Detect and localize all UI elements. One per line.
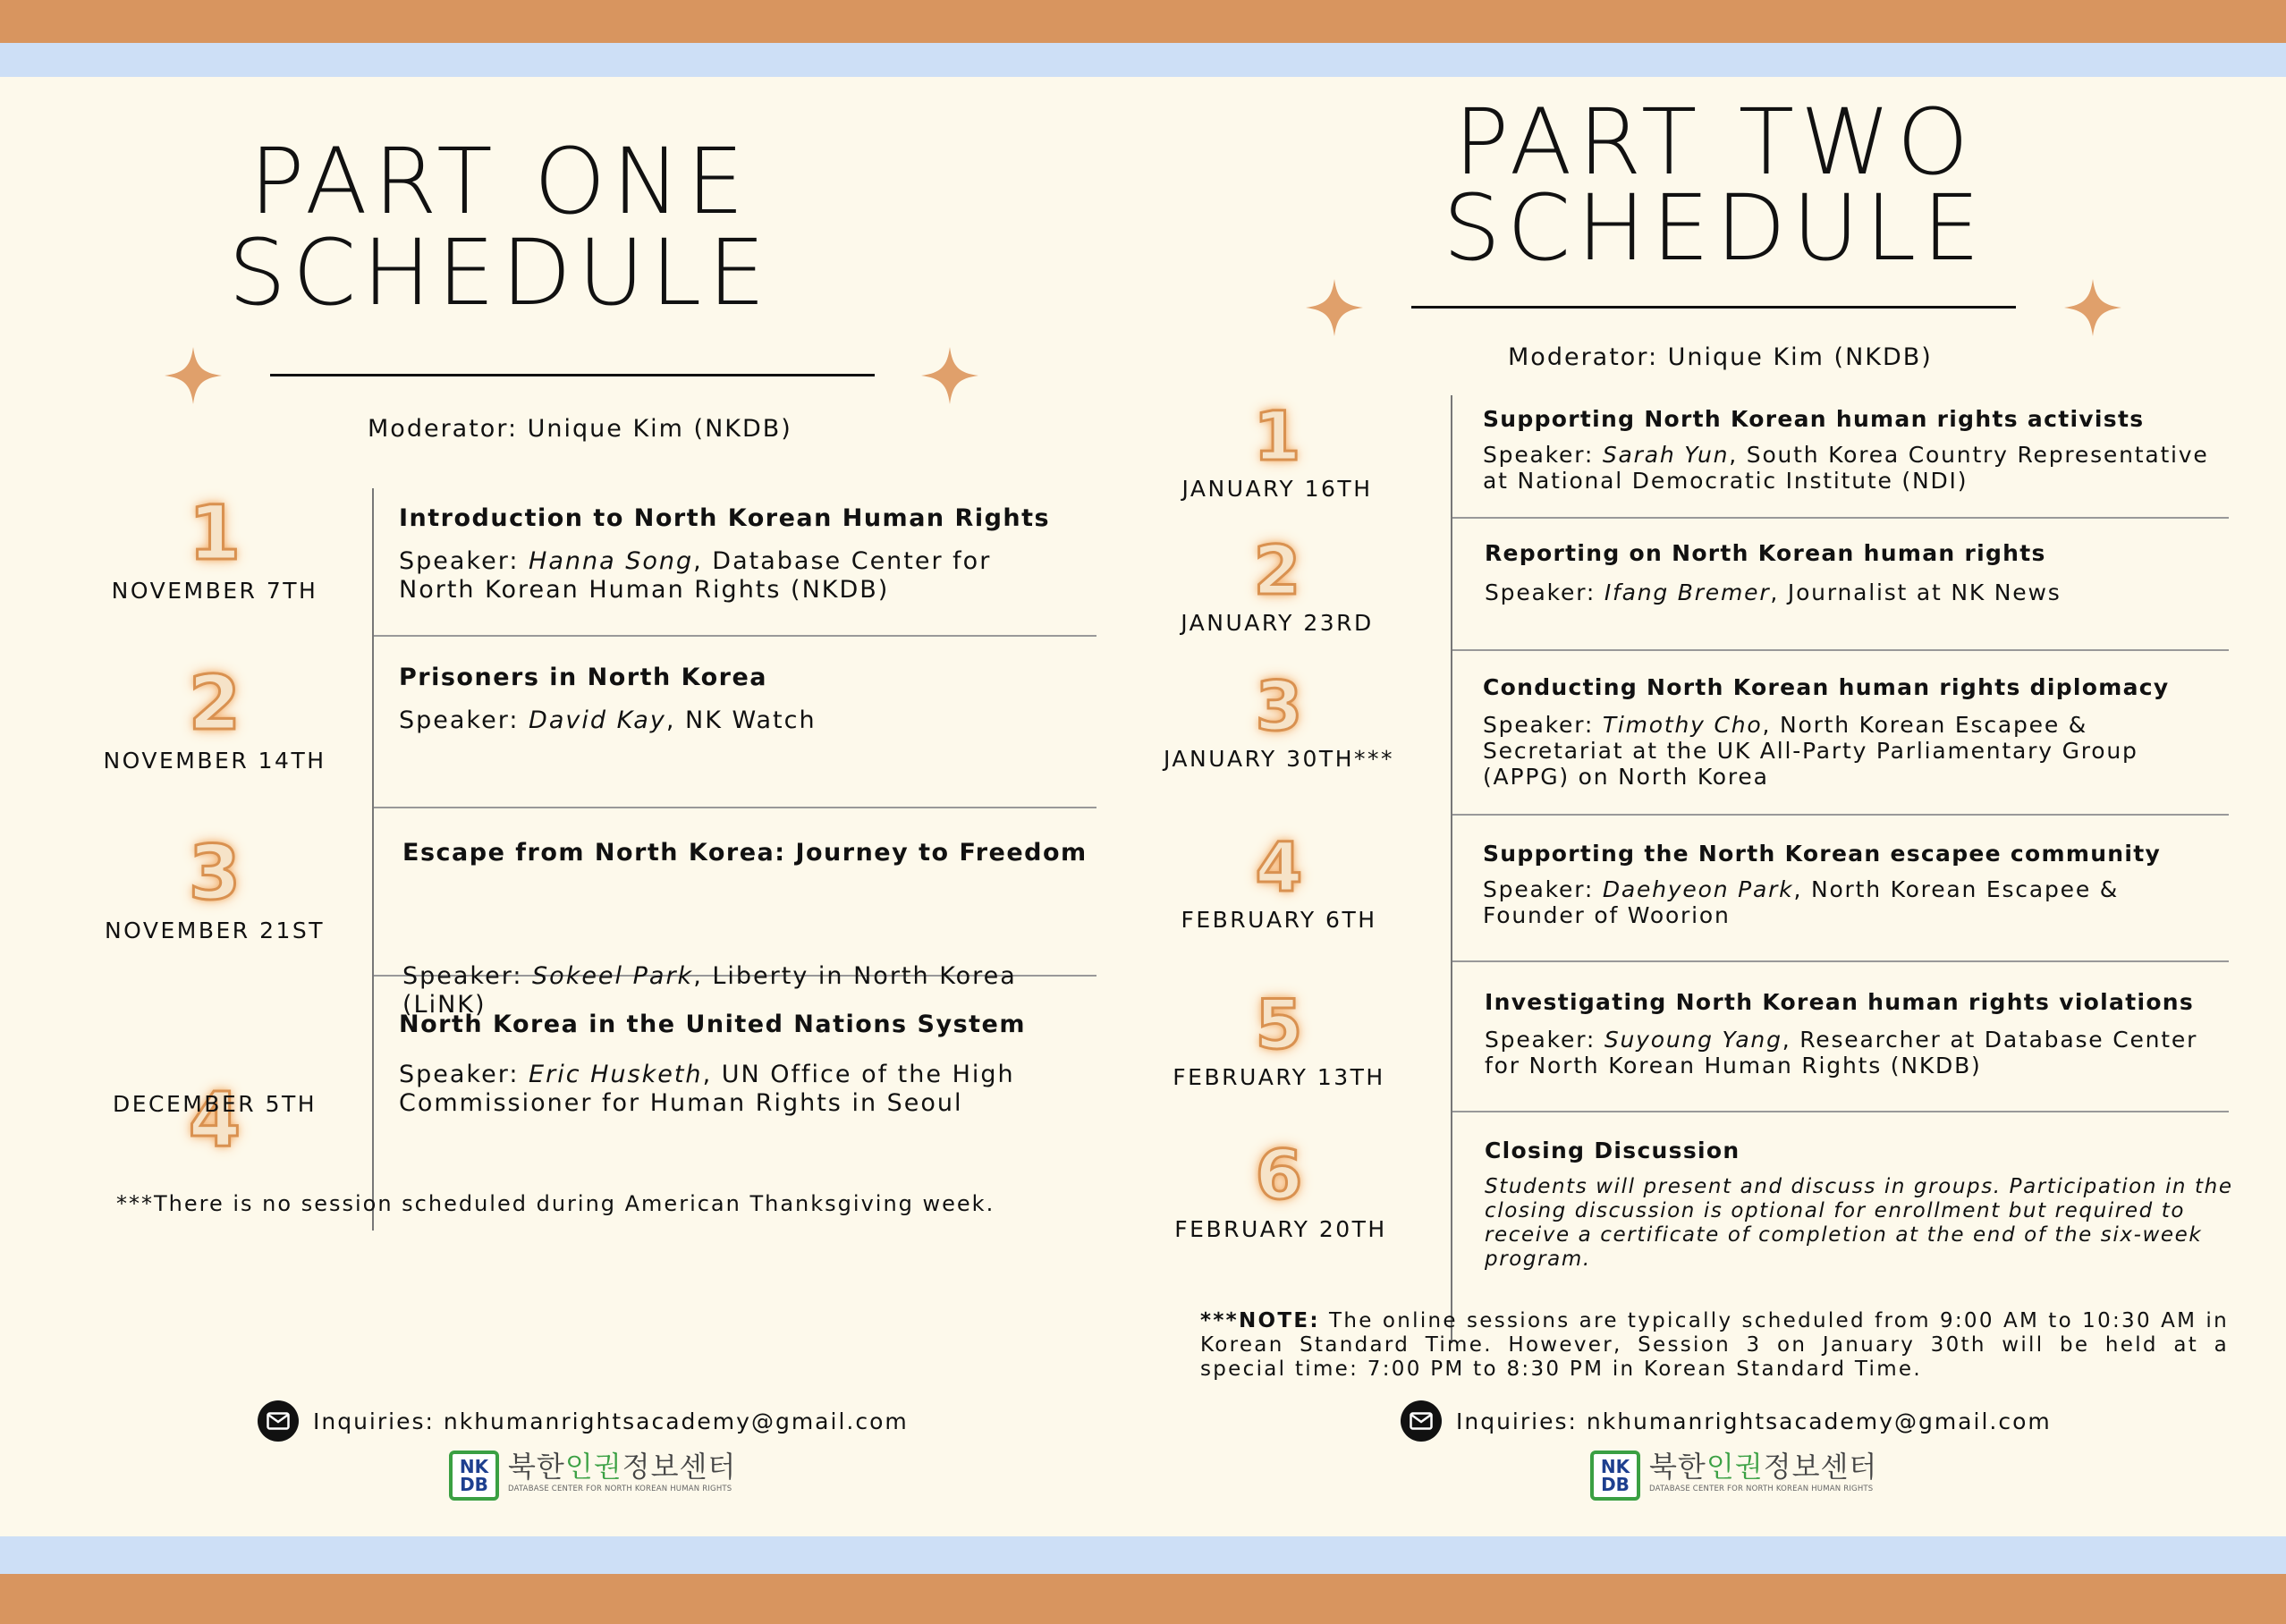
row-divider bbox=[1452, 1111, 2229, 1112]
session-title: Reporting on North Korean human rights bbox=[1485, 540, 2046, 566]
inquiries-email[interactable]: Inquiries: nkhumanrightsacademy@gmail.com bbox=[313, 1408, 909, 1434]
inquiries-email[interactable]: Inquiries: nkhumanrightsacademy@gmail.com bbox=[1456, 1408, 2052, 1434]
session-speaker: Speaker: Daehyeon Park, North Korean Escapee & Founder of Woorion bbox=[1483, 876, 2120, 928]
session-date: FEBRUARY 13TH bbox=[1173, 1064, 1385, 1090]
session-date: JANUARY 16TH bbox=[1181, 476, 1373, 502]
session-speaker: Speaker: Eric Husketh, UN Office of the High Commissioner for Human Rights in Seoul bbox=[399, 1061, 1015, 1117]
row-divider bbox=[1452, 517, 2229, 519]
session-title: Supporting the North Korean escapee community bbox=[1483, 841, 2162, 867]
moderator: Moderator: Unique Kim (NKDB) bbox=[1508, 343, 1933, 371]
session-speaker: Speaker: Timothy Cho, North Korean Escapee & Secretariat at the UK All-Party Parliamentary Group (APPG) on North Korea bbox=[1483, 712, 2138, 790]
row-divider bbox=[374, 807, 1096, 808]
session-number: 1 bbox=[1253, 396, 1301, 476]
title-divider bbox=[1411, 306, 2016, 309]
session-title: Conducting North Korean human rights diplomacy bbox=[1483, 674, 2170, 700]
session-date: JANUARY 30TH*** bbox=[1163, 746, 1394, 772]
session-number: 2 bbox=[188, 659, 241, 747]
session-number: 3 bbox=[1255, 666, 1303, 746]
thanksgiving-footnote: ***There is no session scheduled during American Thanksgiving week. bbox=[116, 1191, 995, 1216]
logo-english-name: DATABASE CENTER FOR NORTH KOREAN HUMAN RIGHTS bbox=[1649, 1484, 1874, 1493]
session-title: Escape from North Korea: Journey to Freedom bbox=[402, 839, 1088, 867]
session-title: North Korea in the United Nations System bbox=[399, 1011, 1026, 1038]
session-number: 3 bbox=[188, 829, 241, 917]
logo-korean-name: 북한인권정보센터 bbox=[1649, 1450, 1878, 1484]
session-title: Closing Discussion bbox=[1485, 1138, 1740, 1163]
session-speaker: Speaker: Sarah Yun, South Korea Country Representative at National Democratic Institute (NDI) bbox=[1483, 442, 2209, 494]
envelope-icon bbox=[258, 1400, 299, 1442]
session-number: 2 bbox=[1253, 530, 1301, 610]
top-orange-band bbox=[0, 0, 2286, 43]
session-number: 1 bbox=[188, 489, 241, 577]
session-title: Introduction to North Korean Human Rights bbox=[399, 504, 1051, 532]
row-divider bbox=[374, 635, 1096, 637]
session-speaker: Speaker: David Kay, NK Watch bbox=[399, 706, 817, 734]
part-two-title-line2: SCHEDULE bbox=[1443, 175, 1986, 282]
top-blue-band bbox=[0, 43, 2286, 77]
session-date: JANUARY 23RD bbox=[1181, 610, 1374, 636]
session-date: NOVEMBER 21ST bbox=[104, 918, 326, 943]
nkdb-logo-mark: NK DB bbox=[1590, 1451, 1640, 1501]
row-divider bbox=[1452, 960, 2229, 962]
logo-english-name: DATABASE CENTER FOR NORTH KOREAN HUMAN RIGHTS bbox=[508, 1484, 732, 1493]
session-date: FEBRUARY 6TH bbox=[1181, 907, 1377, 933]
envelope-icon bbox=[1401, 1400, 1442, 1442]
session-number: 6 bbox=[1255, 1135, 1303, 1214]
inquiries bbox=[1401, 1400, 2052, 1442]
session-number: 4 bbox=[188, 1076, 241, 1163]
row-divider bbox=[1452, 649, 2229, 651]
row-divider bbox=[1452, 814, 2229, 816]
schedule-note: ***NOTE: The online sessions are typically scheduled from 9:00 AM to 10:30 AM in Korean Standard Time. However, Session 3 on January 30th will be held at a special time: 7:00 PM to 8:30 PM in Korean Standard Time. bbox=[1200, 1309, 2229, 1381]
session-speaker: Speaker: Hanna Song, Database Center for North Korean Human Rights (NKDB) bbox=[399, 547, 992, 604]
part-two-panel bbox=[1143, 77, 2286, 1536]
bottom-orange-band bbox=[0, 1574, 2286, 1624]
part-one-title-line2: SCHEDULE bbox=[228, 220, 772, 326]
moderator: Moderator: Unique Kim (NKDB) bbox=[368, 415, 792, 443]
four-point-star-icon bbox=[1306, 279, 1363, 336]
session-speaker: Speaker: Sokeel Park, Liberty in North Korea (LiNK) bbox=[402, 962, 1017, 1019]
schedule-divider-vertical bbox=[1451, 395, 1452, 1343]
session-speaker: Speaker: Ifang Bremer, Journalist at NK News bbox=[1485, 579, 2062, 605]
session-date: NOVEMBER 14TH bbox=[103, 748, 326, 774]
session-title: Supporting North Korean human rights activists bbox=[1483, 406, 2145, 432]
session-speaker: Speaker: Suyoung Yang, Researcher at Database Center for North Korean Human Rights (NKDB) bbox=[1485, 1027, 2198, 1078]
four-point-star-icon bbox=[2064, 279, 2121, 336]
bottom-blue-band bbox=[0, 1536, 2286, 1574]
nkdb-logo bbox=[449, 1451, 736, 1501]
part-one-panel bbox=[0, 77, 1143, 1536]
session-number: 5 bbox=[1255, 985, 1303, 1064]
session-date: DECEMBER 5TH bbox=[112, 1091, 318, 1117]
part-one-title-line1: PART ONE bbox=[250, 129, 750, 235]
schedule-divider-vertical bbox=[372, 488, 374, 1231]
nkdb-logo-mark: NK DB bbox=[449, 1451, 499, 1501]
closing-description: Students will present and discuss in groups. Participation in the closing discussion is optional for enrollment but required to receive a certificate of completion at the end of the six-week program. bbox=[1485, 1175, 2233, 1271]
session-number: 4 bbox=[1255, 827, 1303, 907]
part-two-title-line1: PART TWO bbox=[1453, 89, 1976, 196]
session-date: NOVEMBER 7TH bbox=[111, 578, 318, 604]
four-point-star-icon bbox=[921, 347, 978, 404]
logo-korean-name: 북한인권정보센터 bbox=[508, 1450, 737, 1484]
session-date: FEBRUARY 20TH bbox=[1174, 1216, 1387, 1242]
title-divider bbox=[270, 374, 875, 376]
four-point-star-icon bbox=[165, 347, 222, 404]
session-title: Investigating North Korean human rights violations bbox=[1485, 989, 2195, 1015]
session-title: Prisoners in North Korea bbox=[399, 664, 768, 691]
nkdb-logo bbox=[1590, 1451, 1877, 1501]
inquiries bbox=[258, 1400, 909, 1442]
